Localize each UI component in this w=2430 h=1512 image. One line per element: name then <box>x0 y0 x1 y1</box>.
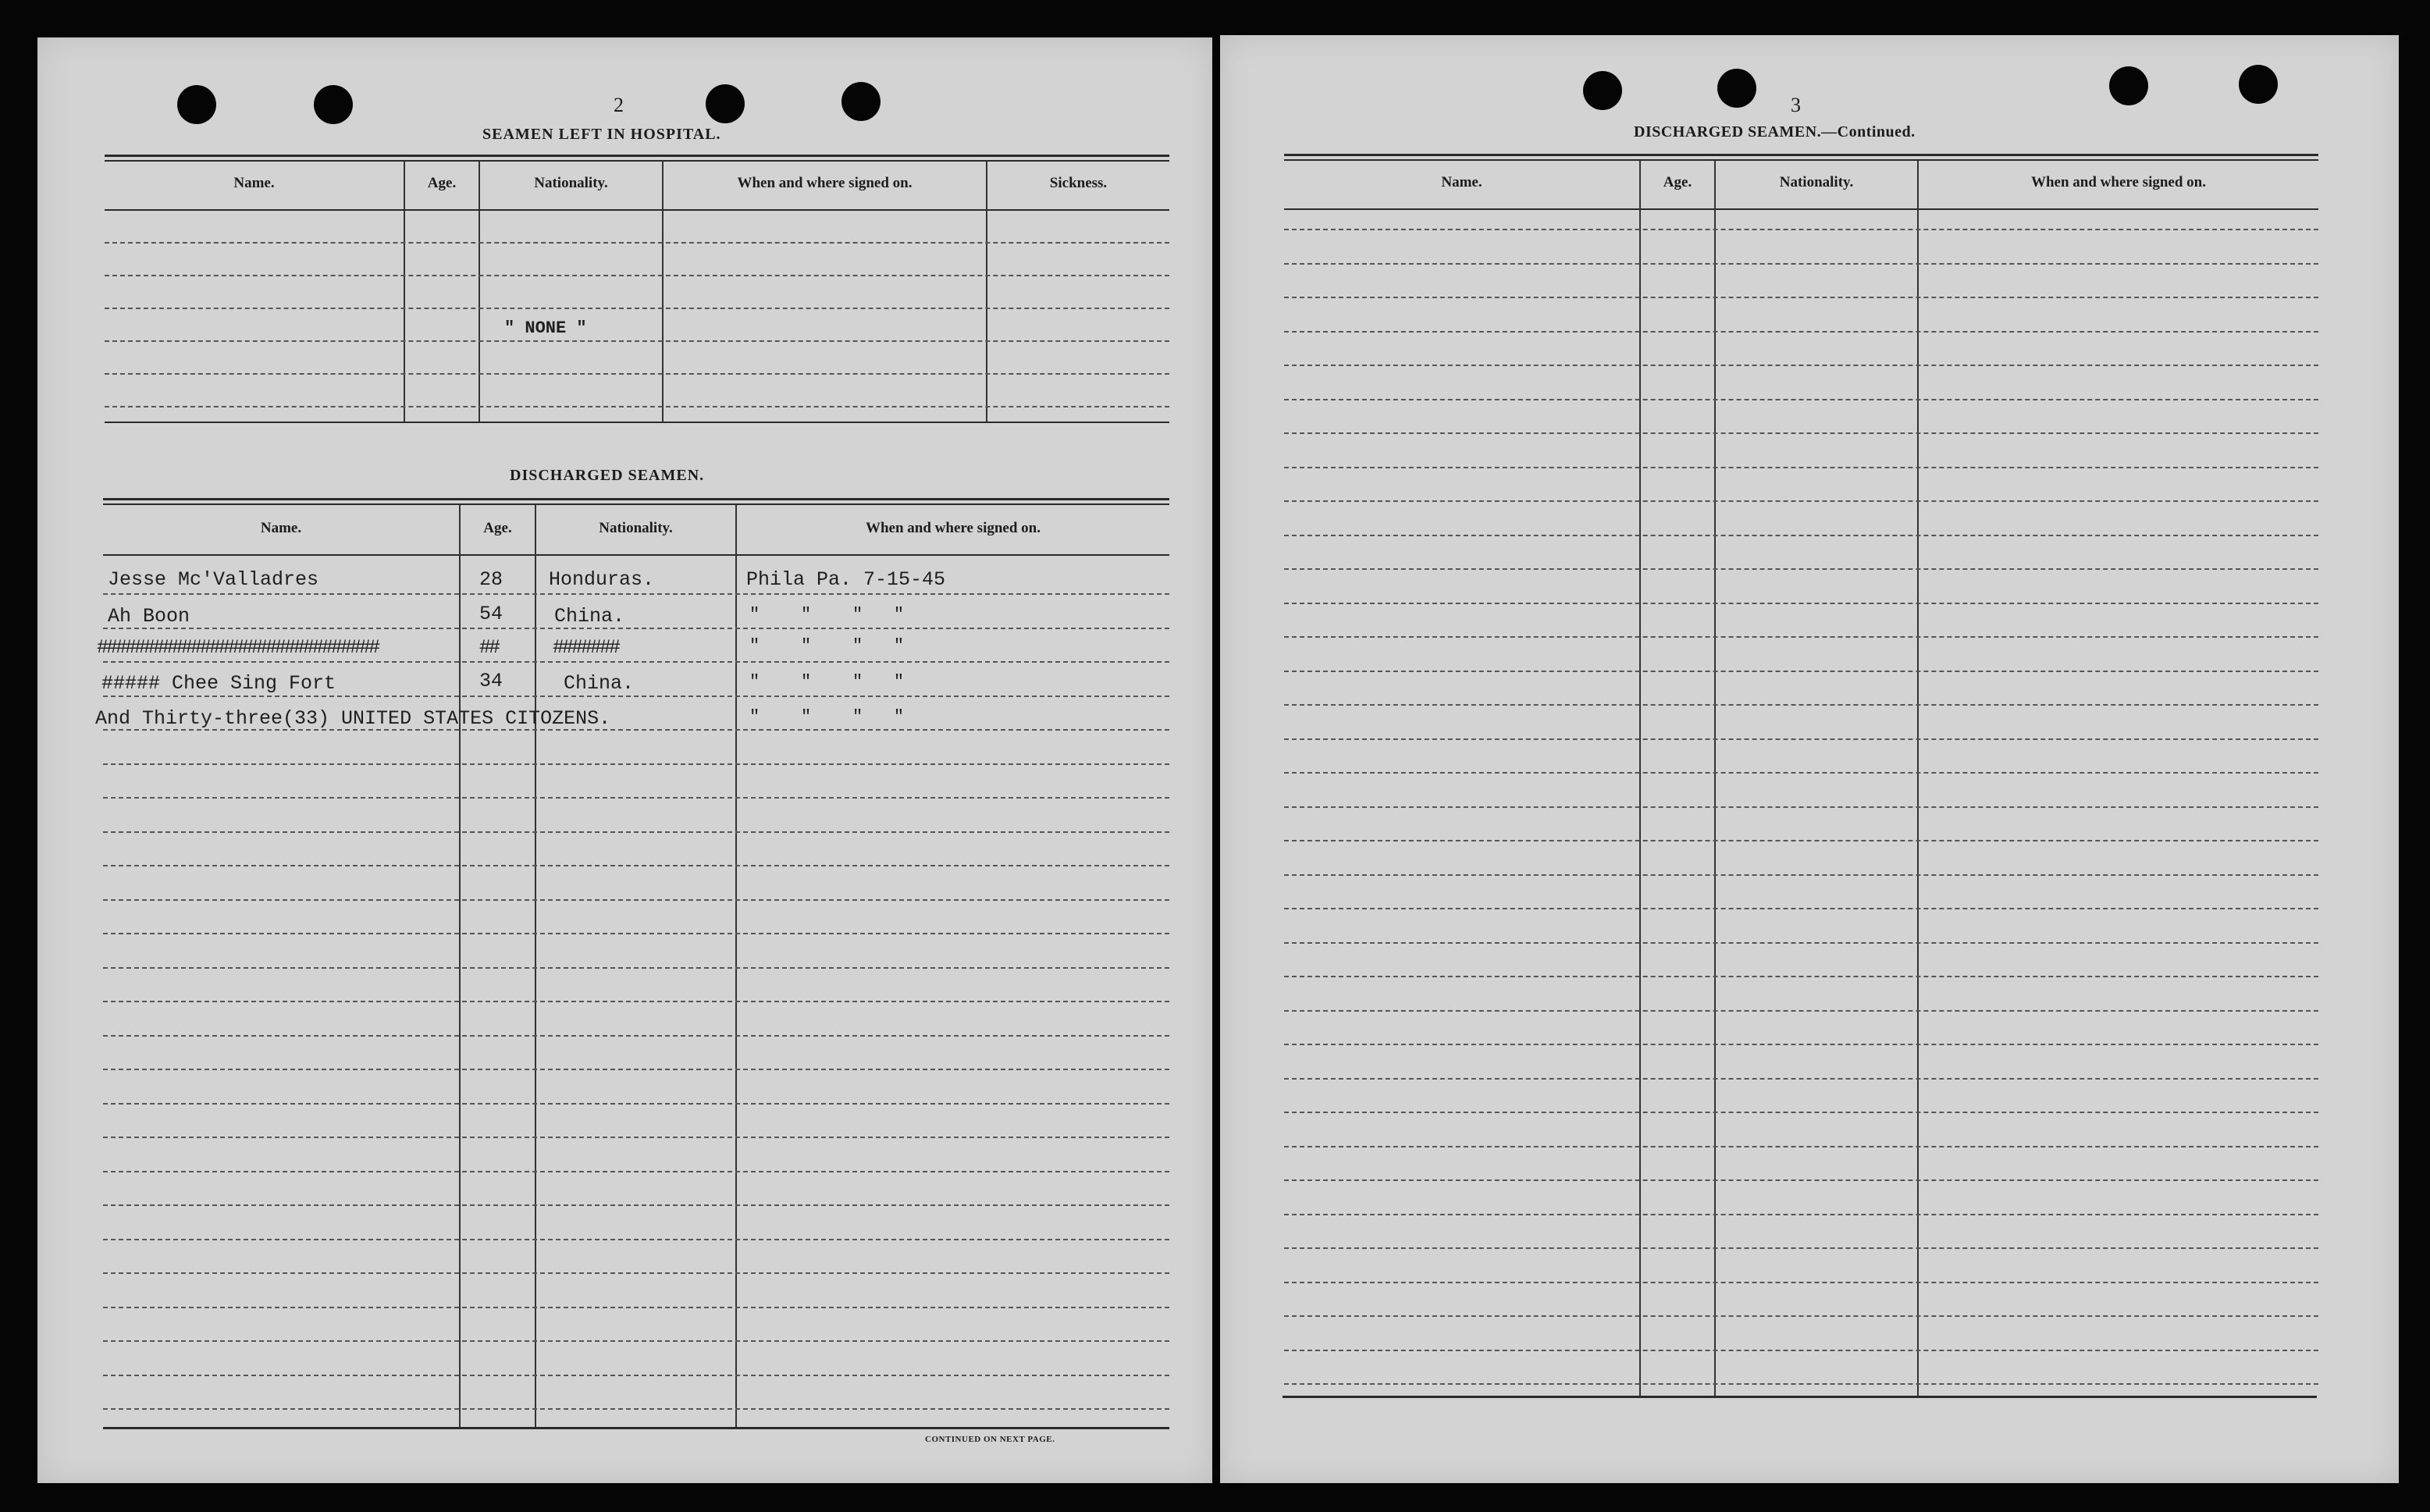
dotted-rule-line <box>103 1035 1169 1037</box>
dotted-rule-line <box>103 661 1169 663</box>
dotted-rule-line <box>1284 1010 2318 1012</box>
hospital-section-title: SEAMEN LEFT IN HOSPITAL. <box>482 126 721 143</box>
right-header-rule <box>1284 208 2318 210</box>
dotted-rule-line <box>103 593 1169 595</box>
dotted-rule-line <box>1284 1350 2318 1351</box>
right-col-divider <box>1639 161 1641 1396</box>
discharged-col-divider <box>735 505 737 1427</box>
discharged-col-nationality: Nationality. <box>599 520 673 536</box>
row-2-age: 54 <box>479 603 503 625</box>
dotted-rule-line <box>103 1307 1169 1308</box>
dotted-rule-line <box>103 696 1169 697</box>
dotted-rule-line <box>105 406 1169 407</box>
row-4-signed-on: " " " " <box>749 672 905 692</box>
punch-hole <box>706 84 745 123</box>
dotted-rule-line <box>1284 263 2318 265</box>
discharged-col-signed-on: When and where signed on. <box>865 520 1041 536</box>
hospital-col-sickness: Sickness. <box>1049 175 1108 191</box>
right-top-rule <box>1284 154 2318 156</box>
dotted-rule-line <box>103 967 1169 969</box>
hospital-none-entry: " NONE " <box>504 318 587 338</box>
right-col-divider <box>1714 161 1716 1396</box>
discharged-col-name: Name. <box>260 520 302 536</box>
dotted-rule-line <box>103 1408 1169 1410</box>
dotted-rule-line <box>103 831 1169 833</box>
dotted-rule-line <box>1284 874 2318 876</box>
dotted-rule-line <box>103 933 1169 934</box>
row-4-name: ##### Chee Sing Fort <box>101 672 336 695</box>
right-page <box>1220 35 2399 1483</box>
dotted-rule-line <box>1284 229 2318 230</box>
row-1-nationality: Honduras. <box>549 568 655 591</box>
discharged-header-rule <box>103 554 1169 556</box>
punch-hole <box>314 85 353 124</box>
row-1-age: 28 <box>479 568 503 591</box>
dotted-rule-line <box>103 1069 1169 1070</box>
dotted-rule-line <box>103 797 1169 799</box>
dotted-rule-line <box>1284 1383 2318 1385</box>
hospital-col-nationality: Nationality. <box>534 175 608 191</box>
right-col-divider <box>1917 161 1919 1396</box>
hospital-top-rule-thin <box>105 160 1169 162</box>
dotted-rule-line <box>105 373 1169 375</box>
dotted-rule-line <box>1284 1112 2318 1113</box>
dotted-rule-line <box>1284 568 2318 570</box>
dotted-rule-line <box>105 242 1169 244</box>
discharged-bottom-rule <box>103 1427 1169 1429</box>
left-page <box>37 37 1212 1483</box>
discharged-col-divider <box>459 505 461 1427</box>
dotted-rule-line <box>103 1171 1169 1172</box>
dotted-rule-line <box>1284 704 2318 706</box>
continued-note: CONTINUED ON NEXT PAGE. <box>925 1435 1055 1444</box>
row-1-signed-on: Phila Pa. 7-15-45 <box>746 568 946 591</box>
dotted-rule-line <box>1284 1179 2318 1181</box>
dotted-rule-line <box>103 1340 1169 1342</box>
dotted-rule-line <box>1284 1247 2318 1249</box>
dotted-rule-line <box>103 899 1169 901</box>
hospital-col-divider <box>662 161 664 422</box>
hospital-col-signed-on: When and where signed on. <box>737 175 913 191</box>
dotted-rule-line <box>1284 365 2318 366</box>
row-4-nationality: China. <box>564 672 635 695</box>
dotted-rule-line <box>103 1103 1169 1105</box>
dotted-rule-line <box>1284 1044 2318 1045</box>
dotted-rule-line <box>1284 738 2318 740</box>
right-col-age: Age. <box>1663 174 1692 190</box>
page-number: 2 <box>614 94 624 116</box>
punch-hole <box>2239 65 2278 104</box>
right-col-signed-on: When and where signed on. <box>2030 174 2206 190</box>
dotted-rule-line <box>105 308 1169 309</box>
right-section-title: DISCHARGED SEAMEN.—Continued. <box>1634 123 1916 141</box>
dotted-rule-line <box>103 1001 1169 1002</box>
dotted-rule-line <box>105 275 1169 276</box>
row-2-nationality: China. <box>554 605 625 628</box>
dotted-rule-line <box>1284 603 2318 604</box>
hospital-col-divider <box>479 161 480 422</box>
punch-hole <box>177 85 216 124</box>
dotted-rule-line <box>1284 500 2318 502</box>
page-number: 3 <box>1791 94 1801 116</box>
dotted-rule-line <box>103 865 1169 866</box>
row-3-nationality-struck: ####### <box>553 636 619 659</box>
dotted-rule-line <box>1284 942 2318 944</box>
right-col-name: Name. <box>1441 174 1482 190</box>
right-bottom-rule <box>1283 1396 2317 1398</box>
dotted-rule-line <box>1284 432 2318 434</box>
dotted-rule-line <box>1284 467 2318 468</box>
dotted-rule-line <box>103 1272 1169 1274</box>
dotted-rule-line <box>1284 1214 2318 1215</box>
dotted-rule-line <box>105 340 1169 342</box>
row-4-age: 34 <box>479 670 503 692</box>
dotted-rule-line <box>1284 772 2318 774</box>
punch-hole <box>1717 69 1756 108</box>
dotted-rule-line <box>1284 908 2318 909</box>
summary-line: And Thirty-three(33) UNITED STATES CITOZENS. <box>95 707 611 730</box>
right-top-rule-thin <box>1284 159 2318 161</box>
dotted-rule-line <box>1284 297 2318 298</box>
dotted-rule-line <box>103 1204 1169 1206</box>
discharged-section-title: DISCHARGED SEAMEN. <box>510 467 705 484</box>
hospital-top-rule <box>105 155 1169 157</box>
discharged-top-rule-thin <box>103 503 1169 505</box>
punch-hole <box>841 82 881 121</box>
row-3-signed-on: " " " " <box>749 636 905 656</box>
hospital-header-rule <box>105 209 1169 211</box>
punch-hole <box>2109 66 2148 105</box>
dotted-rule-line <box>1284 1146 2318 1147</box>
hospital-col-divider <box>404 161 405 422</box>
dotted-rule-line <box>103 628 1169 629</box>
discharged-col-age: Age. <box>483 520 512 536</box>
dotted-rule-line <box>1284 399 2318 400</box>
summary-signed-on: " " " " <box>749 707 905 727</box>
dotted-rule-line <box>103 763 1169 765</box>
hospital-bottom-rule <box>105 422 1169 423</box>
row-3-age-struck: ## <box>479 636 499 659</box>
dotted-rule-line <box>1284 535 2318 536</box>
dotted-rule-line <box>1284 636 2318 638</box>
dotted-rule-line <box>1284 1078 2318 1080</box>
discharged-col-divider <box>535 505 536 1427</box>
hospital-col-age: Age. <box>427 175 457 191</box>
row-2-signed-on: " " " " <box>749 605 905 624</box>
dotted-rule-line <box>1284 1282 2318 1283</box>
row-1-name: Jesse Mc'Valladres <box>108 568 319 591</box>
dotted-rule-line <box>103 1239 1169 1240</box>
dotted-rule-line <box>1284 840 2318 841</box>
dotted-rule-line <box>103 1137 1169 1138</box>
dotted-rule-line <box>103 1375 1169 1376</box>
dotted-rule-line <box>1284 331 2318 333</box>
hospital-col-divider <box>986 161 987 422</box>
right-col-nationality: Nationality. <box>1779 174 1854 190</box>
row-3-name-struck: ############################## <box>97 636 379 659</box>
dotted-rule-line <box>1284 671 2318 672</box>
dotted-rule-line <box>1284 976 2318 977</box>
dotted-rule-line <box>1284 1315 2318 1317</box>
discharged-top-rule <box>103 498 1169 500</box>
hospital-col-name: Name. <box>233 175 275 191</box>
row-2-name: Ah Boon <box>108 605 190 628</box>
dotted-rule-line <box>1284 806 2318 808</box>
punch-hole <box>1583 71 1622 110</box>
